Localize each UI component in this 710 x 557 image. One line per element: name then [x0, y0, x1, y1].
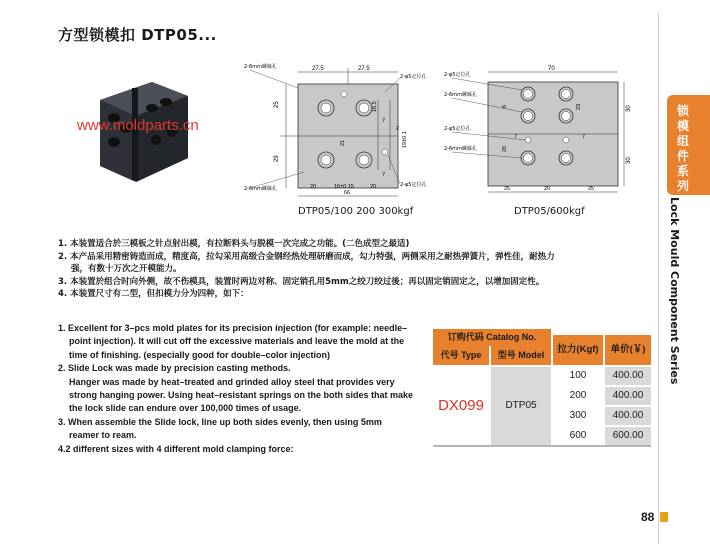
note-pin-bottom: 2-φ5定位孔 — [400, 182, 427, 188]
note-screw-top: 2-6mm螺絲孔 — [244, 64, 277, 70]
dim-r-inner-5: 7 — [514, 134, 518, 140]
note-r-screw-bottom: 2-6mm螺絲孔 — [444, 146, 477, 152]
dim-inner-4: 2 — [396, 126, 400, 132]
dim-side-1: 30 — [626, 105, 632, 112]
dim-inner-2: 21 — [340, 139, 346, 146]
dim-top-width: 70 — [548, 66, 555, 72]
table-cell-force: 600 — [553, 427, 603, 445]
tab-char: 件 — [676, 149, 689, 163]
table-cell-model: DTP05 — [491, 367, 551, 445]
note-en-3: 3. When assemble the Slide lock, line up both sides evenly, then using 5mm — [58, 416, 382, 427]
tab-char: 组 — [676, 134, 689, 148]
table-cell-price: 400.00 — [605, 387, 651, 405]
dim-bottom-3: 20 — [370, 184, 377, 190]
page-title: 方型锁模扣 DTP05... — [58, 26, 217, 44]
note-en-2-cont-b: strong hanging power. Using heat–resistant springs on the both sides that make — [69, 390, 414, 401]
section-tab-label-cn — [673, 104, 693, 194]
note-en-3-cont: reamer to ream. — [69, 430, 137, 441]
dim-bottom-total: 66 — [344, 190, 351, 196]
dim-inner-6: 7 — [382, 172, 386, 178]
dim-r-inner-4: 7 — [582, 134, 586, 140]
notes-chinese — [58, 238, 638, 301]
note-en-1: 1. Excellent for 3–pcs mold plates for its precision injection (for example: needle– — [58, 323, 408, 333]
dim-inner-5: 7 — [382, 118, 386, 124]
dim-left-2: 29 — [274, 155, 280, 162]
table-cell-force: 200 — [553, 387, 603, 405]
note-cn-4: 4. 本装置尺寸有二型，但扣模力分为四种，如下： — [58, 289, 249, 299]
note-en-2: 2. Slide Lock was made by precision casting methods. — [58, 363, 291, 374]
note-cn-1: 1. 本装置适合於三模板之针点射出模，有拉断料头与脱模一次完成之功能。(二色成型之最适) — [58, 239, 410, 249]
table-cell-price: 400.00 — [605, 407, 651, 425]
technical-drawing-right — [442, 60, 632, 200]
vertical-divider — [658, 14, 659, 544]
dim-side-2: 30 — [626, 157, 632, 164]
drawing-left-caption: DTP05/100 200 300kgf — [298, 206, 414, 217]
note-r-screw-top: 2-6mm螺絲孔 — [444, 92, 477, 98]
tab-char: 列 — [676, 179, 689, 193]
table-header-code: 代号 Type — [433, 346, 489, 365]
table-header-price: 单价(￥) — [605, 335, 651, 365]
table-bottom-rule — [433, 445, 651, 447]
dim-top-1: 27.5 — [312, 66, 324, 72]
dim-bottom-2: 16±0.15 — [334, 184, 354, 190]
dim-inner-1: 16.5 — [372, 101, 378, 112]
note-cn-2: 2. 本产品采用精密铸造而成，精度高，拉勾采用高级合金钢经热处理研磨而成，勾力特强，两侧采用之耐热弹簧片，弹性佳，耐热力 — [58, 251, 555, 262]
note-en-1-cont-b: time of finishing. (especially good for double–color injection) — [69, 349, 331, 360]
table-cell-price: 600.00 — [605, 427, 651, 445]
table-cell-code: DX099 — [433, 367, 489, 445]
watermark: www.moldparts.cn — [77, 117, 199, 134]
note-en-4: 4.2 different sizes with 4 different mold clamping force: — [58, 443, 294, 454]
page-number: 88 — [641, 510, 655, 524]
dim-r-inner-2: 6 — [502, 104, 508, 108]
dim-r-bottom-1: 25 — [504, 186, 511, 192]
section-tab-label-en: Lock Mould Component Series — [668, 197, 681, 385]
note-r-pin-bottom: 2-φ5定位孔 — [444, 126, 471, 132]
note-pin-top: 2-φ5定位孔 — [400, 74, 427, 80]
note-en-1-cont-a: point injection). It will cut off the excessive materials and leave the mold at the — [69, 336, 405, 347]
tab-char: 模 — [676, 119, 689, 133]
dim-r-bottom-3: 25 — [588, 186, 595, 192]
note-r-pin-top: 2-φ5定位孔 — [444, 72, 471, 78]
dim-r-inner-1: 23 — [576, 103, 582, 110]
dim-top-2: 27.5 — [358, 66, 370, 72]
dim-r-inner-3: 20 — [502, 145, 508, 152]
dim-inner-3: 19±0.1 — [402, 131, 408, 148]
tab-char: 系 — [676, 164, 689, 178]
table-cell-force: 100 — [553, 367, 603, 385]
table-cell-price: 400.00 — [605, 367, 651, 385]
page-number-marker — [660, 512, 668, 522]
table-cell-force: 300 — [553, 407, 603, 425]
section-tab-label-en-wrap — [663, 195, 689, 385]
note-cn-3: 3. 本装置於组合时向外侧，故不伤模具，装置时两边对称、固定销孔用5mm之绞刀绞过後；再以固定销固定之，以增加固定性。 — [58, 276, 545, 287]
table-header-model: 型号 Model — [491, 346, 551, 365]
table-header-catalog: 订购代码 Catalog No. — [433, 329, 551, 346]
technical-drawing-left — [240, 60, 430, 200]
dim-left-1: 25 — [274, 101, 280, 108]
note-cn-2-cont: 强，有数十万次之开模能力。 — [71, 264, 182, 274]
drawing-right-caption: DTP05/600kgf — [514, 206, 585, 217]
notes-english — [58, 322, 438, 456]
table-header-force: 拉力(Kgf) — [553, 335, 603, 365]
dim-r-bottom-2: 20 — [544, 186, 551, 192]
dim-bottom-1: 20 — [310, 184, 317, 190]
note-en-2-cont-a: Hanger was made by heat–treated and grinded alloy steel that provides very — [69, 376, 395, 387]
note-screw-bottom: 2-6mm螺絲孔 — [244, 186, 277, 192]
note-en-2-cont-c: the lock slide can endure over 100,000 times of usage. — [69, 403, 302, 414]
tab-char: 锁 — [676, 104, 689, 118]
